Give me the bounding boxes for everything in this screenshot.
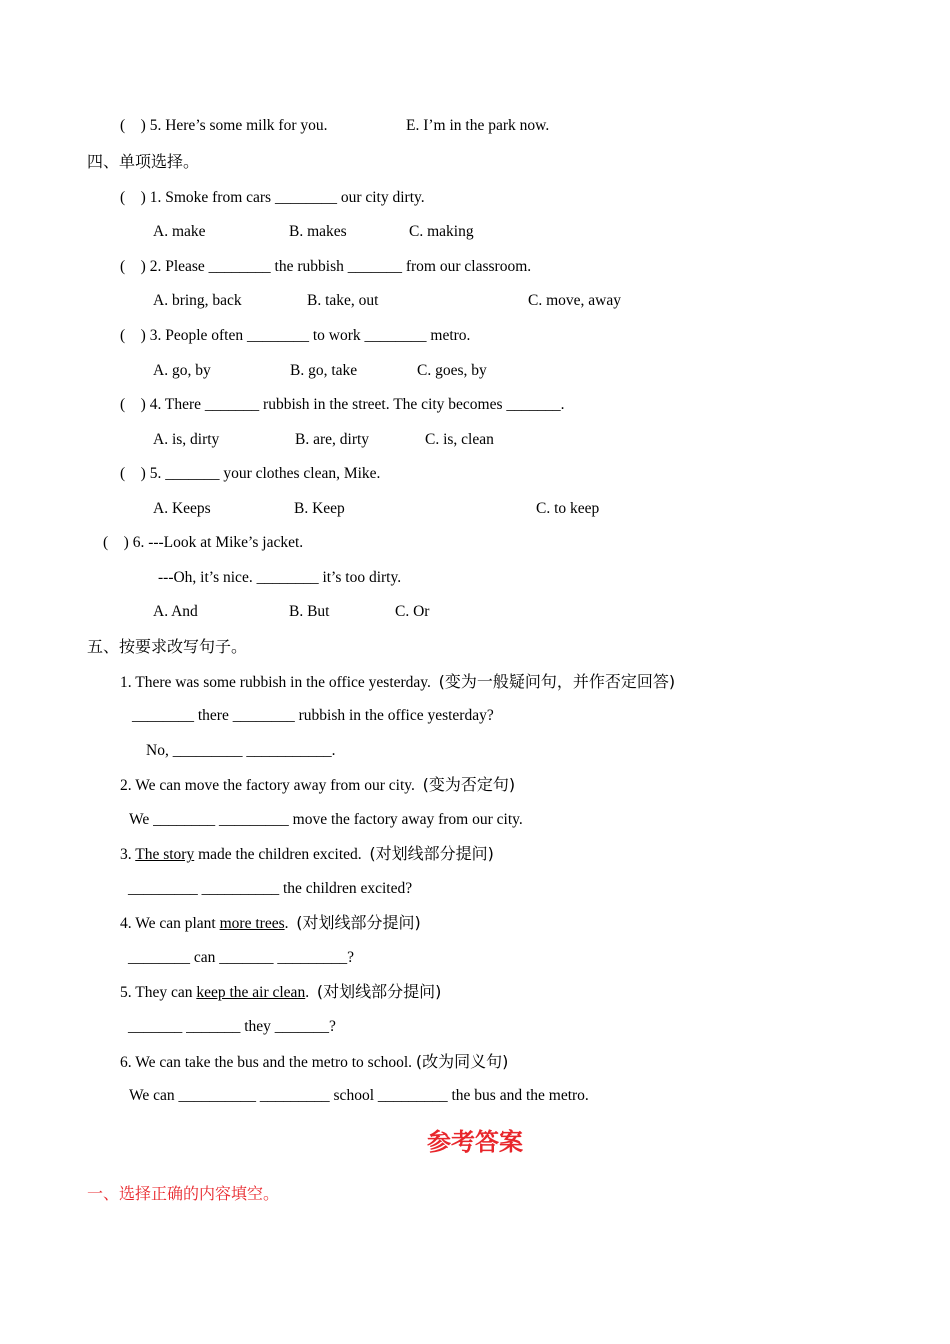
s4-q2-option-b: B. take, out — [307, 292, 379, 309]
s5-q2 — [120, 775, 515, 796]
s4-q6-option-b: B. But — [289, 603, 330, 620]
s4-q4-stem: ( ) 4. There _______ rubbish in the street. The city becomes _______. — [120, 396, 565, 413]
s3-q5-stem: ( ) 5. Here’s some milk for you. — [120, 117, 328, 134]
s4-q4-option-a: A. is, dirty — [153, 431, 220, 448]
s4-q6-option-a: A. And — [153, 603, 198, 620]
s5-q4-suffix: . — [284, 915, 289, 932]
s5-q4-requirement: (对划线部分提问) — [296, 913, 421, 932]
s4-q3-stem: ( ) 3. People often ________ to work ________ metro. — [120, 327, 471, 344]
s4-q4-option-c: C. is, clean — [425, 431, 494, 448]
s5-q2-requirement: (变为否定句) — [422, 775, 516, 794]
section4-heading: 四、单项选择。 — [87, 152, 200, 171]
s4-q5-option-c: C. to keep — [536, 500, 600, 517]
s4-q1-option-c: C. making — [409, 223, 474, 240]
s4-q2-option-a: A. bring, back — [153, 292, 242, 309]
s4-q1-stem: ( ) 1. Smoke from cars ________ our city dirty. — [120, 189, 425, 206]
s5-q4 — [120, 913, 421, 934]
s4-q3-option-a: A. go, by — [153, 362, 211, 379]
s5-q1-requirement: (变为一般疑问句，并作否定回答) — [438, 672, 676, 691]
s5-q2-answer: We ________ _________ move the factory away from our city. — [129, 811, 523, 828]
s4-q6-stem: ( ) 6. ---Look at Mike’s jacket. — [103, 534, 304, 551]
s5-q1-answer-line1: ________ there ________ rubbish in the office yesterday? — [132, 707, 494, 724]
s5-q1-sentence: 1. There was some rubbish in the office yesterday. — [120, 674, 431, 691]
s5-q5-requirement: (对划线部分提问) — [316, 982, 442, 1001]
s4-q2-stem: ( ) 2. Please ________ the rubbish _______ from our classroom. — [120, 258, 532, 275]
s5-q5-prefix: 5. They can — [120, 984, 197, 1001]
s5-q4-underlined: more trees — [219, 915, 285, 932]
s4-q6-option-c: C. Or — [395, 603, 430, 620]
s3-option-e: E. I’m in the park now. — [406, 117, 550, 134]
section5-heading: 五、按要求改写句子。 — [87, 637, 248, 656]
s5-q5-answer: _______ _______ they _______? — [128, 1018, 336, 1035]
s5-q1 — [120, 672, 675, 693]
s5-q3-prefix: 3. — [120, 846, 136, 863]
s5-q6-requirement: (改为同义句) — [415, 1052, 509, 1071]
s4-q5-option-b: B. Keep — [294, 500, 345, 517]
s5-q3-requirement: (对划线部分提问) — [369, 844, 494, 863]
answer-section1-heading: 一、选择正确的内容填空。 — [87, 1184, 280, 1203]
s4-q6-stem-line2: ---Oh, it’s nice. ________ it’s too dirty. — [158, 569, 402, 586]
s5-q3 — [120, 844, 494, 865]
s5-q6 — [120, 1052, 508, 1073]
s4-q2-option-c: C. move, away — [528, 292, 621, 309]
s5-q5-suffix: . — [305, 984, 310, 1001]
s4-q3-option-b: B. go, take — [290, 362, 358, 379]
s4-q1-option-b: B. makes — [289, 223, 347, 240]
s5-q3-suffix: made the children excited. — [194, 846, 362, 863]
s4-q3-option-c: C. goes, by — [417, 362, 487, 379]
s5-q3-underlined: The story — [135, 846, 195, 863]
s5-q6-answer: We can __________ _________ school _________ the bus and the metro. — [129, 1087, 589, 1104]
s5-q1-answer-line2: No, _________ ___________. — [146, 742, 336, 759]
s5-q5 — [120, 982, 441, 1003]
s4-q5-stem: ( ) 5. _______ your clothes clean, Mike. — [120, 465, 381, 482]
s5-q4-prefix: 4. We can plant — [120, 915, 220, 932]
s4-q1-option-a: A. make — [153, 223, 206, 240]
s5-q4-answer: ________ can _______ _________? — [128, 949, 355, 966]
s5-q2-sentence: 2. We can move the factory away from our city. — [120, 777, 415, 794]
s4-q4-option-b: B. are, dirty — [295, 431, 370, 448]
s5-q3-answer: _________ __________ the children excited? — [128, 880, 413, 897]
answer-key-title: 参考答案 — [427, 1128, 523, 1156]
s5-q5-underlined: keep the air clean — [196, 984, 306, 1001]
s5-q6-sentence: 6. We can take the bus and the metro to school. — [120, 1054, 413, 1071]
s4-q5-option-a: A. Keeps — [153, 500, 211, 517]
